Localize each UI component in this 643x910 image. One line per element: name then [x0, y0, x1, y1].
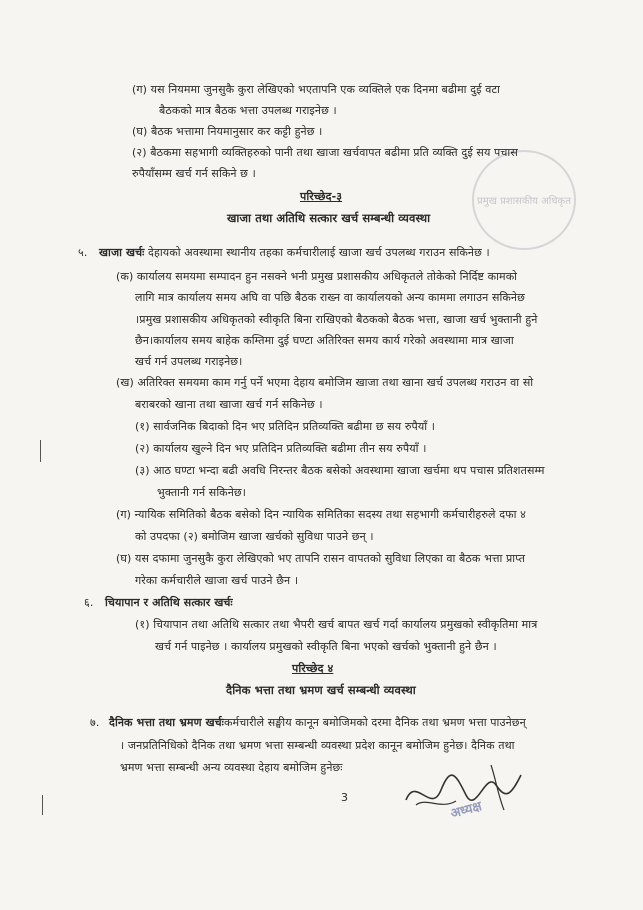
- clause-gha-ration-line-2: गरेका कर्मचारीले खाजा खर्च पाउने छैन ।: [135, 574, 299, 587]
- section-6-1-line-1: (१) चियापान तथा अतिथि सत्कार तथा भैपरी खर्च बापत खर्च गर्दा कार्यालय प्रमुखको स्वीकृतिमा मात्र: [135, 618, 538, 631]
- clause-ga-judicial-line-1: (ग) न्यायिक समितिको बैठक बसेको दिन न्यायिक समितिका सदस्य तथा सहभागी कर्मचारीहरुले दफा ४: [116, 508, 526, 521]
- clause-gha-ration-line-1: (घ) यस दफामा जुनसुकै कुरा लेखिएको भए तापनि रासन वापतको सुविधा लिएका वा बैठक भत्ता प्राप्त: [116, 552, 526, 565]
- clause-ga-line-1: (ग) यस नियममा जुनसुकै कुरा लेखिएको भएतापनि एक व्यक्तिले एक दिनमा बढीमा दुई वटा: [132, 83, 500, 96]
- margin-mark-1: [40, 440, 41, 462]
- clause-kha-item-3-line-1: (३) आठ घण्टा भन्दा बढी अवधि निरन्तर बैठक बसेको अवस्थामा खाजा खर्चमा थप पचास प्रतिशतसम्म: [135, 464, 545, 477]
- margin-mark-2: [42, 795, 43, 815]
- chapter-4-heading: परिच्छेद ४: [292, 662, 334, 675]
- chapter-3-subheading: खाजा तथा अतिथि सत्कार खर्च सम्बन्धी व्यवस्था: [227, 211, 431, 225]
- section-7-title: दैनिक भत्ता तथा भ्रमण खर्चः: [109, 716, 224, 729]
- page-number: 3: [341, 791, 348, 804]
- clause-ka-line-1: (क) कार्यालय समयमा सम्पादन हुन नसक्ने भनी प्रमुख प्रशासकीय अधिकृतले तोकेको निर्दिष्ट कामको: [116, 270, 518, 283]
- section-5-title: खाजा खर्चः: [99, 246, 145, 259]
- subsection-2-line-1: (२) बैठकमा सहभागी व्यक्तिहरुको पानी तथा खाजा खर्चवापत बढीमा प्रति व्यक्ति दुई सय पचास: [132, 146, 518, 159]
- section-5-text: देहायको अवस्थामा स्थानीय तहका कर्मचारीलाई खाजा खर्च उपलब्ध गराउन सकिनेछ ।: [148, 246, 490, 259]
- clause-kha-item-2: (२) कार्यालय खुल्ने दिन भए प्रतिदिन प्रतिव्यक्ति बढीमा तीन सय रुपैयाँ ।: [135, 442, 427, 455]
- clause-ga-judicial-line-2: को उपदफा (२) बमोजिम खाजा खर्चको सुविधा पाउने छन् ।: [135, 530, 374, 543]
- chapter-3-heading: परिच्छेद-३: [300, 190, 343, 203]
- section-7-number: ७.: [90, 716, 100, 729]
- clause-ka-line-4: छैन।कार्यालय समय बाहेक कम्तिमा दुई घण्टा अतिरिक्त समय कार्य गरेको अवस्थामा मात्र खाजा: [135, 334, 514, 347]
- section-7-line-3: भ्रमण भत्ता सम्बन्धी अन्य व्यवस्था देहाय बमोजिम हुनेछः: [120, 761, 343, 774]
- clause-ka-line-2: लागि मात्र कार्यालय समय अघि वा पछि बैठक राख्न वा कार्यालयको अन्य काममा लगाउन सकिनेछ: [135, 291, 525, 304]
- section-5: [78, 246, 490, 260]
- section-5-number: ५.: [78, 246, 88, 259]
- clause-ga-line-2: बैठकको मात्र बैठक भत्ता उपलब्ध गराइनेछ ।: [159, 104, 337, 117]
- office-seal-stamp: [472, 150, 576, 250]
- signature-stamp-label: अध्यक्ष: [448, 799, 484, 822]
- section-6-number: ६.: [84, 596, 94, 609]
- clause-gha: (घ) बैठक भत्तामा नियमानुसार कर कट्टी हुनेछ ।: [132, 125, 323, 138]
- section-7-line-2: । जनप्रतिनिधिको दैनिक तथा भ्रमण भत्ता सम्बन्धी व्यवस्था प्रदेश कानून बमोजिम हुनेछ। दैनिक तथा: [120, 739, 515, 752]
- chapter-4-subheading: दैनिक भत्ता तथा भ्रमण खर्च सम्बन्धी व्यवस्था: [226, 683, 416, 697]
- clause-ka-line-3: ।प्रमुख प्रशासकीय अधिकृतको स्वीकृति बिना राखिएको बैठकको बैठक भत्ता, खाजा खर्च भुक्तानी हुने: [135, 313, 538, 326]
- section-6-1-line-2: खर्च गर्न पाइनेछ । कार्यालय प्रमुखको स्वीकृति बिना भएको खर्चको भुक्तानी हुने छैन ।: [155, 640, 497, 653]
- clause-kha-item-3-line-2: भुक्तानी गर्न सकिनेछ।: [157, 486, 247, 499]
- clause-ka-line-5: खर्च गर्न उपलब्ध गराइनेछ।: [135, 355, 243, 368]
- section-7-line-1: [90, 716, 526, 730]
- stamp-text: प्रमुख प्रशासकीय अधिकृत: [477, 196, 571, 207]
- section-6-title: चियापान र अतिथि सत्कार खर्चः: [105, 596, 233, 609]
- subsection-2-line-2: रुपैयाँसम्म खर्च गर्न सकिने छ ।: [132, 167, 256, 180]
- section-6: [84, 596, 233, 610]
- section-7-text-1: कर्मचारीले सङ्घीय कानून बमोजिमको दरमा दैनिक तथा भ्रमण भत्ता पाउनेछन्: [224, 716, 526, 729]
- clause-kha-line-1: (ख) अतिरिक्त समयमा काम गर्नु पर्ने भएमा देहाय बमोजिम खाजा तथा खाना खर्च उपलब्ध गराउन वा सो: [116, 376, 534, 389]
- clause-kha-item-1: (१) सार्वजनिक बिदाको दिन भए प्रतिदिन प्रतिव्यक्ति बढीमा छ सय रुपैयाँ ।: [135, 420, 436, 433]
- clause-kha-line-2: बराबरको खाना तथा खाजा खर्च गर्न सकिनेछ ।: [135, 398, 323, 411]
